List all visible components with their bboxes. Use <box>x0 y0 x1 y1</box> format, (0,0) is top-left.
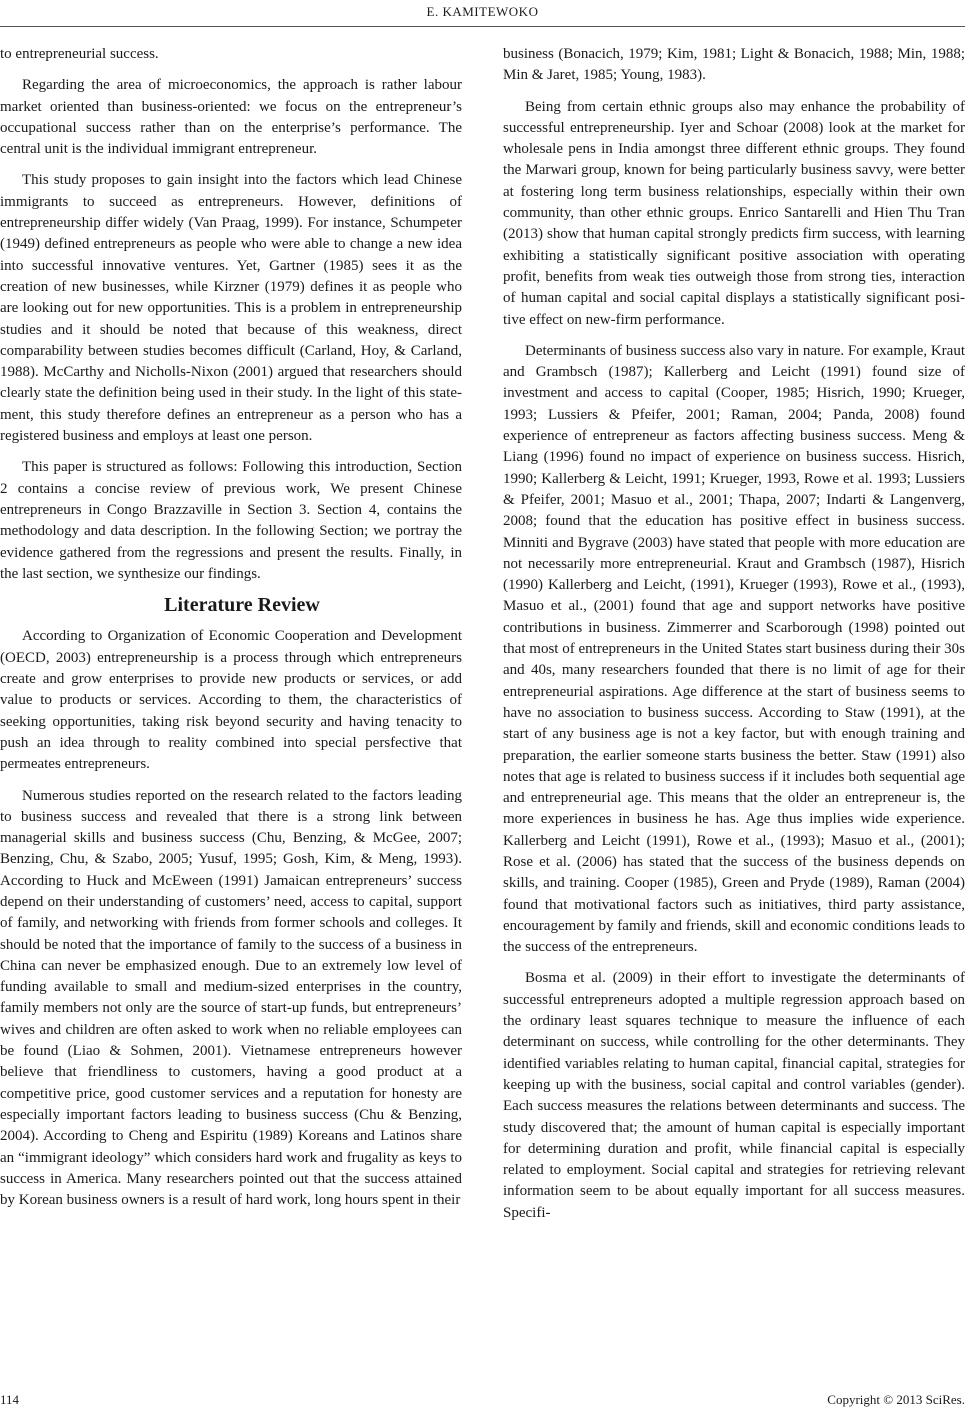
paragraph: According to Organization of Economic Cooperation and Development (OECD, 2003) entrepreneurship is a process through which entrepreneurs create and grow enterprises to provide new products or services, or add value to products or services. According to them, the characteristics of seeking opportunities, taking risk beyond security and having tenacity to push an idea through to reality combined into special persfective that permeates entrepreneurs. <box>0 628 462 773</box>
paragraph: This paper is structured as follows: Following this introduction, Section 2 contains a concise review of previous work, We present Chinese entrepreneurs in Congo Brazzaville in Section 3. Section 4, contains the methodology and data description. In the following Section; we portray the evidence gathered from the regressions and present the results. Finally, in the last section, we synthesize our findings. <box>0 459 462 582</box>
section-heading: Literature Review <box>164 594 320 617</box>
page-number: 114 <box>0 1392 20 1407</box>
paragraph: business (Bonacich, 1979; Kim, 1981; Light & Bonacich, 1988; Min, 1988; Min & Jaret, 1985; Young, 1983). <box>503 46 965 84</box>
paragraph: Numerous studies reported on the research related to the factors leading to business success and revealed that there is a strong link between managerial skills and business success (Chu, Benzing, & McGee, 2007; Benzing, Chu, & Szabo, 2005; Yusuf, 1995; Gosh, Kim, & Meng, 1993). According to Huck and McEween (1991) Jamaican entrepreneurs’ success depend on their understanding of customers’ need, access to capital, support of family, and networking with friends from former schools and colleges. It should be noted that the importance of family to the success of a business in China can never be emphasized enough. Due to an extremely low level of funding available to small and medium-sized enterprises in the country, family members not only are the source of start-up funds, but entrepreneurs’ wives and children are often asked to work when no reliable employees can be found (Liao & Sohmen, 2001). Vietnamese entrepreneurs however believe that friendliness to customers, having a good product at a competitive price, good customer services and a reputation for honesty are especially important factors leading to business success (Chu & Benzing, 2004). According to Cheng and Espiritu (1989) Koreans and Latinos share an “immigrant ideology” which considers hard work and frugality as keys to success in America. Many researchers pointed out that the success attained by Korean business owners is a result of hard work, long hours spent in their <box>0 787 462 1209</box>
paragraph: Regarding the area of microeconomics, the approach is rather labour market oriented than business-oriented: we focus on the entrepreneur’s occupational success rather than on the enterprise’s performance. The central unit is the individual immigrant entrepreneur. <box>0 77 462 158</box>
paragraph: Determinants of business success also vary in nature. For example, Kraut and Grambsch (1987); Kallerberg and Leicht (1991) found size of investment and access to capital (Cooper, 1985; Hisrich, 1990; Krueger, 1993; Lussiers & Pfeifer, 2001; Raman, 2004; Panda, 2008) found experience of entrepreneur as factors affecting business success. Meng & Liang (1996) found no impact of experience on business success. Hisrich, 1990; Kallerberg & Leicht, 1991; Krueger, 1993, Rowe et al. 1993; Lussiers & Pfeifer, 2001; Masuo et al., 2001; Thapa, 2007; Indarti & Langenverg, 2008; found that the education has positive effect in business success. Minniti and Bygrave (2003) have stated that people with more education are not necessarily more entrepreneurial. Kraut and Grambsch (1987), Hisrich (1990) Kallerberg and Leicht, (1991), Krueger (1993), Rowe et al., (1993), Masuo et al., (2001) found that age and support networks have positive contributions in business. Zimmerrer and Scarborough (1998) pointed out that most of entrepreneurs in the United States start business during their 30s and 40s, many researchers founded that there is no limit of age for their entrepreneurial aspirations. Age difference at the start of business seems to have no association to business success. According to Staw (1991), at the start of any business age is not a key factor, but with enough training and preparation, the earlier someone starts business the better. Staw (1991) also notes that age is related to business success if it includes both sequential age and entrepreneurial age. This means that the older an entrepreneur is, the more experiences in business he has. Age thus implies wide experience. Kallerberg and Leicht (1991), Rowe et al., (1993); Masuo et al., (2001); Rose et al. (2006) has stated that the success of the business depends on skills, and training. Cooper (1985), Green and Pryde (1989), Raman (2004) found that motivational factors such as initiatives, third party assistance, encouragement by family and friends, skill and economic conditions leads to the success of the entrepreneurs. <box>503 342 965 956</box>
right-column <box>503 44 965 1224</box>
paragraph: This study proposes to gain insight into the factors which lead Chinese immigrants to succeed as entrepreneurs. However, definitions of entrepreneurship differ widely (Van Praag, 1999). For instance, Schumpeter (1949) defined entrepreneurs as people who were able to change a new idea into successful innovative ventures. Yet, Gartner (1985) sees it as the creation of new businesses, while Kirzner (1979) defines it as people who are looking out for new opportunities. This is a problem in entrepreneurship studies and it should be noted that because of this weakness, direct comparability between studies becomes difficult (Carland, Hoy, & Carland, 1988). McCarthy and Nicholls-Nixon (2001) argued that researchers should clearly state the definition being used in their study. In the light of this statement, this study therefore defines an entrepreneur as a person who has a registered business and employs at least one person. <box>0 172 462 445</box>
running-header: E. KAMITEWOKO <box>426 4 539 19</box>
paragraph: to entrepreneurial success. <box>0 46 159 62</box>
header-rule <box>0 26 965 27</box>
paragraph: Bosma et al. (2009) in their effort to investigate the determinants of successful entrepreneurs adopted a multiple regression approach based on the ordinary least squares technique to measure the influence of each determinant on success, while controlling for the other determinants. They identified variables relating to human capital, financial capital, strategies for keeping up with the business, social capital and control variables (gender). Each success measures the relations between determinants and success. The study discovered that; the amount of human capital is especially important for determining duration and profit, while financial capital is especially related to employment. Social capital and strategies for retrieving relevant information seem to be about equally important for all success measures. Specifi- <box>503 970 965 1221</box>
page-footer <box>0 1392 965 1410</box>
paragraph: Being from certain ethnic groups also may enhance the probability of successful entrepreneurship. Iyer and Schoar (2008) look at the market for wholesale pens in India amongst three different ethnic groups. They found the Marwari group, known for being particularly business savvy, were better at fostering long term business relationships, especially within their own community, than other ethnic groups. Enrico Santarelli and Hien Thu Tran (2013) show that human capital strongly predicts firm success, with learning exhibiting a statistically significant positive association with operating profit, benefits from weak ties outweigh those from strong ties, interaction of human capital and social capital displays a statistically significant positive effect on new-firm performance. <box>503 98 965 328</box>
left-column <box>0 44 462 1211</box>
copyright-notice: Copyright © 2013 SciRes. <box>827 1392 965 1407</box>
